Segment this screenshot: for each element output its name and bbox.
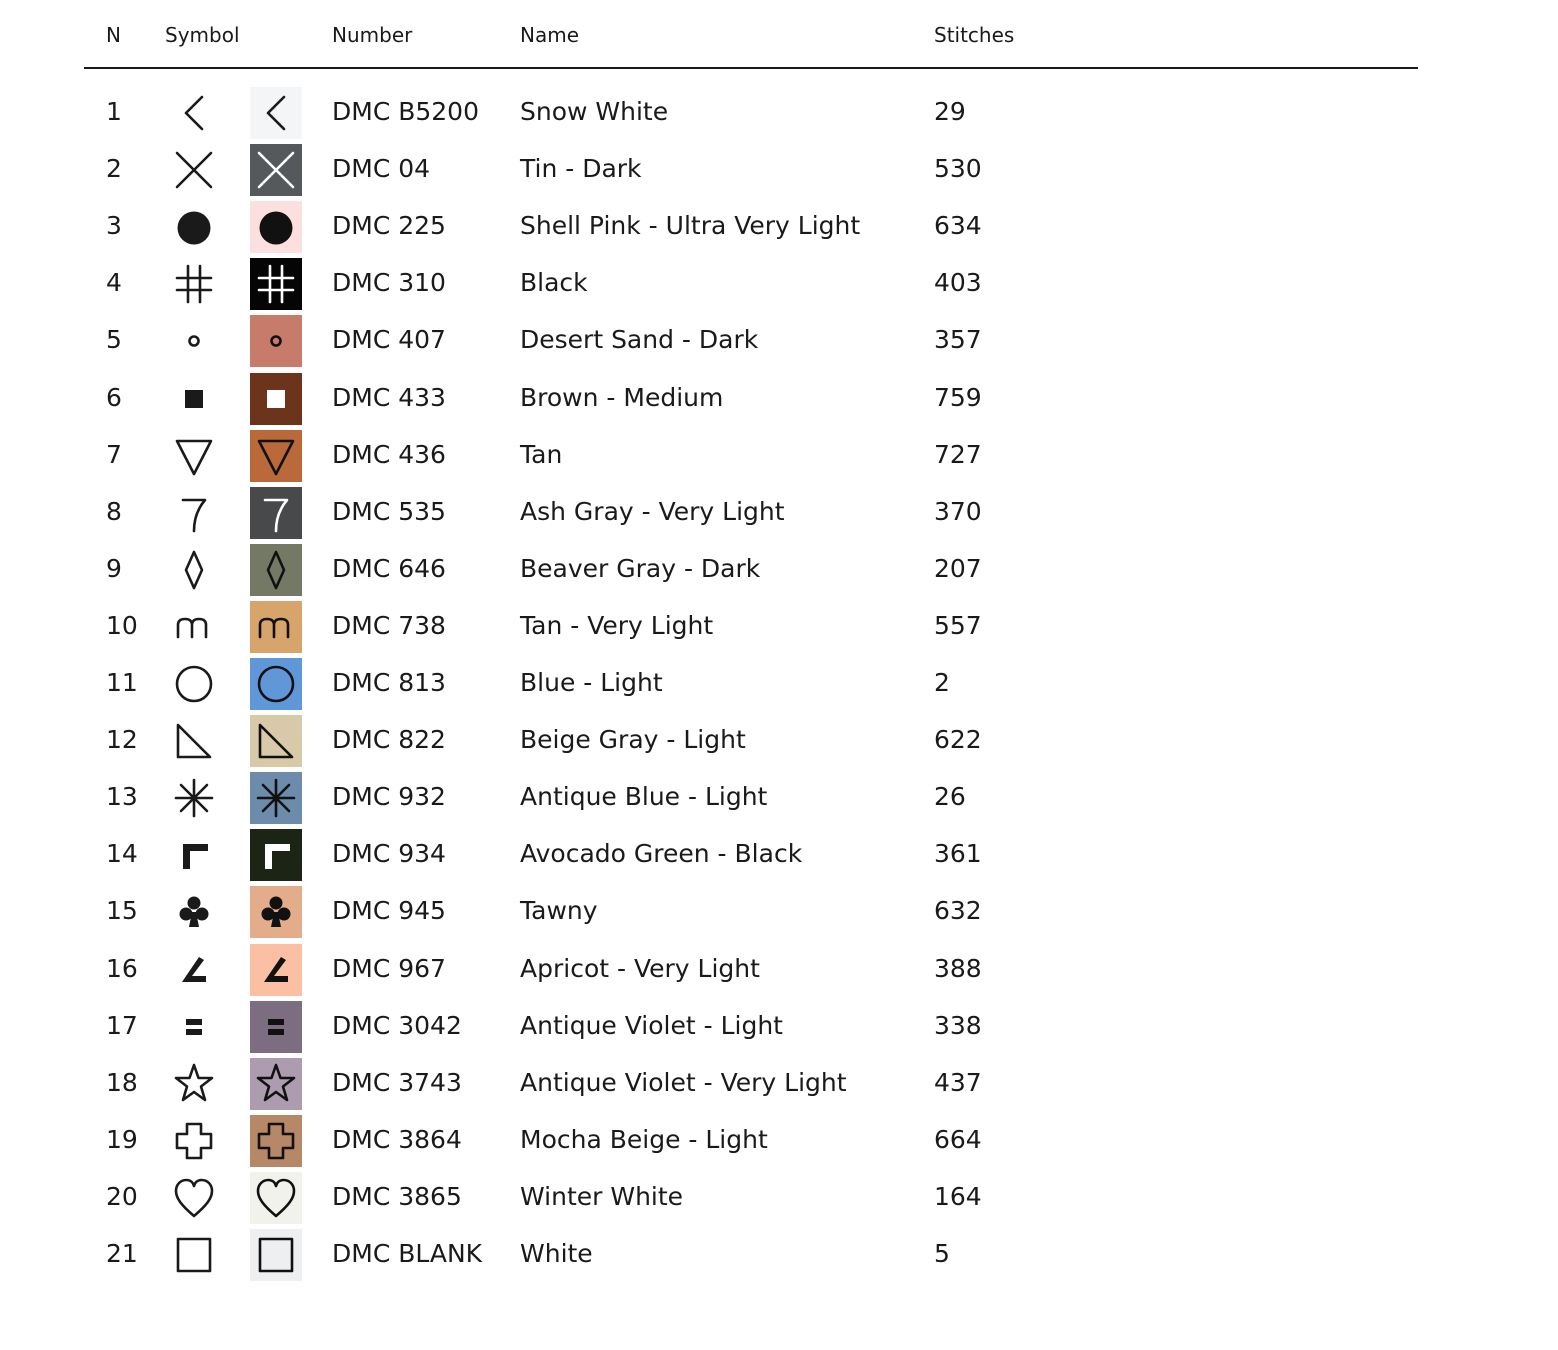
table-row bbox=[84, 484, 1418, 538]
thread-number: DMC 3865 bbox=[332, 1181, 462, 1211]
color-swatch bbox=[250, 544, 302, 596]
row-number: 15 bbox=[106, 896, 138, 926]
thread-name: White bbox=[520, 1239, 593, 1268]
diamond-icon bbox=[168, 544, 220, 596]
row-number: 20 bbox=[106, 1181, 138, 1211]
thread-name: Tawny bbox=[520, 896, 598, 926]
stitch-count: 634 bbox=[934, 211, 982, 241]
row-number: 7 bbox=[106, 439, 122, 469]
color-swatch bbox=[250, 1058, 302, 1110]
thread-number: DMC 3864 bbox=[332, 1124, 462, 1154]
stitch-count: 357 bbox=[934, 325, 982, 355]
row-number: 17 bbox=[106, 1010, 138, 1040]
thread-number: DMC 535 bbox=[332, 496, 446, 526]
stitch-count: 361 bbox=[934, 839, 982, 869]
color-swatch bbox=[250, 715, 302, 767]
thread-number: DMC 822 bbox=[332, 725, 446, 755]
thread-number: DMC 3743 bbox=[332, 1067, 462, 1097]
color-swatch bbox=[250, 1172, 302, 1224]
filled-circle-icon bbox=[168, 201, 220, 253]
thread-number: DMC 934 bbox=[332, 839, 446, 869]
right-triangle-swatch-icon bbox=[250, 715, 302, 767]
thread-name: Snow White bbox=[520, 97, 669, 126]
color-swatch bbox=[250, 201, 302, 253]
thread-name: Beige Gray - Light bbox=[520, 725, 746, 755]
table-row bbox=[84, 941, 1418, 995]
row-number: 16 bbox=[106, 953, 138, 983]
table-row bbox=[84, 1112, 1418, 1166]
table-row bbox=[84, 655, 1418, 709]
thread-number: DMC 433 bbox=[332, 382, 446, 412]
stitch-count: 727 bbox=[934, 439, 982, 469]
stitch-count: 2 bbox=[934, 668, 950, 697]
m-glyph-icon bbox=[168, 601, 220, 653]
plus-outline-swatch-icon bbox=[250, 1115, 302, 1167]
ring-icon bbox=[168, 658, 220, 710]
stitch-count: 164 bbox=[934, 1181, 982, 1211]
thread-name: Brown - Medium bbox=[520, 382, 724, 412]
thread-name: Avocado Green - Black bbox=[520, 839, 803, 869]
asterisk-icon bbox=[168, 772, 220, 824]
row-number: 3 bbox=[106, 211, 122, 241]
color-swatch bbox=[250, 144, 302, 196]
stitch-count: 403 bbox=[934, 268, 982, 298]
table-row bbox=[84, 1226, 1418, 1280]
column-header-n: N bbox=[106, 23, 121, 47]
thread-number: DMC 967 bbox=[332, 953, 446, 983]
thread-name: Tan - Very Light bbox=[520, 610, 714, 640]
corner-swatch-icon bbox=[250, 829, 302, 881]
filled-square-swatch-icon bbox=[250, 373, 302, 425]
table-row bbox=[84, 541, 1418, 595]
row-number: 5 bbox=[106, 325, 122, 355]
row-number: 13 bbox=[106, 782, 138, 812]
row-number: 9 bbox=[106, 553, 122, 583]
thread-number: DMC 646 bbox=[332, 553, 446, 583]
thread-number: DMC 04 bbox=[332, 154, 431, 184]
table-row bbox=[84, 255, 1418, 309]
lt-chevron-icon bbox=[168, 87, 220, 139]
filled-circle-swatch-icon bbox=[250, 201, 302, 253]
x-cross-icon bbox=[168, 144, 220, 196]
color-swatch bbox=[250, 373, 302, 425]
angle-mark-icon bbox=[168, 944, 220, 996]
stitch-count: 664 bbox=[934, 1124, 982, 1154]
square-outline-icon bbox=[168, 1229, 220, 1281]
heart-icon bbox=[168, 1172, 220, 1224]
equals-bar-icon bbox=[168, 1001, 220, 1053]
row-number: 6 bbox=[106, 382, 122, 412]
thread-name: Apricot - Very Light bbox=[520, 953, 760, 983]
angle-mark-swatch-icon bbox=[250, 944, 302, 996]
table-row bbox=[84, 998, 1418, 1052]
diamond-swatch-icon bbox=[250, 544, 302, 596]
color-swatch bbox=[250, 886, 302, 938]
color-swatch bbox=[250, 601, 302, 653]
stitch-count: 207 bbox=[934, 553, 982, 583]
column-header-symbol: Symbol bbox=[165, 23, 240, 47]
m-glyph-swatch-icon bbox=[250, 601, 302, 653]
column-header-stitches: Stitches bbox=[934, 23, 1015, 47]
thread-number: DMC 932 bbox=[332, 782, 446, 812]
color-swatch bbox=[250, 315, 302, 367]
small-ring-swatch-icon bbox=[250, 315, 302, 367]
corner-icon bbox=[168, 829, 220, 881]
thread-name: Winter White bbox=[520, 1181, 684, 1211]
filled-square-icon bbox=[168, 373, 220, 425]
down-triangle-swatch-icon bbox=[250, 430, 302, 482]
stitch-count: 622 bbox=[934, 725, 982, 755]
hash-icon bbox=[168, 258, 220, 310]
table-header bbox=[84, 0, 1418, 69]
column-header-name: Name bbox=[520, 23, 580, 47]
seven-hook-icon bbox=[168, 487, 220, 539]
x-cross-swatch-icon bbox=[250, 144, 302, 196]
stitch-count: 370 bbox=[934, 496, 982, 526]
row-number: 1 bbox=[106, 97, 122, 126]
color-swatch bbox=[250, 944, 302, 996]
thread-name: Blue - Light bbox=[520, 668, 663, 697]
thread-number: DMC 738 bbox=[332, 610, 446, 640]
thread-number: DMC 3042 bbox=[332, 1010, 462, 1040]
color-swatch bbox=[250, 829, 302, 881]
table-row bbox=[84, 198, 1418, 252]
color-swatch bbox=[250, 487, 302, 539]
stitch-count: 5 bbox=[934, 1239, 950, 1268]
table-row bbox=[84, 769, 1418, 823]
thread-name: Shell Pink - Ultra Very Light bbox=[520, 211, 861, 241]
thread-name: Antique Blue - Light bbox=[520, 782, 768, 812]
thread-name: Antique Violet - Very Light bbox=[520, 1067, 847, 1097]
right-triangle-icon bbox=[168, 715, 220, 767]
table-row bbox=[84, 883, 1418, 937]
color-swatch bbox=[250, 772, 302, 824]
color-swatch bbox=[250, 658, 302, 710]
thread-number: DMC B5200 bbox=[332, 97, 479, 126]
row-number: 18 bbox=[106, 1067, 138, 1097]
row-number: 10 bbox=[106, 610, 138, 640]
thread-name: Antique Violet - Light bbox=[520, 1010, 783, 1040]
thread-name: Desert Sand - Dark bbox=[520, 325, 759, 355]
down-triangle-icon bbox=[168, 430, 220, 482]
thread-name: Beaver Gray - Dark bbox=[520, 553, 761, 583]
star-icon bbox=[168, 1058, 220, 1110]
row-number: 12 bbox=[106, 725, 138, 755]
table-row bbox=[84, 312, 1418, 366]
thread-name: Black bbox=[520, 268, 588, 298]
star-swatch-icon bbox=[250, 1058, 302, 1110]
row-number: 8 bbox=[106, 496, 122, 526]
lt-chevron-swatch-icon bbox=[250, 87, 302, 139]
heart-swatch-icon bbox=[250, 1172, 302, 1224]
stitch-count: 338 bbox=[934, 1010, 982, 1040]
thread-name: Ash Gray - Very Light bbox=[520, 496, 785, 526]
column-header-number: Number bbox=[332, 23, 413, 47]
color-swatch bbox=[250, 1115, 302, 1167]
row-number: 14 bbox=[106, 839, 138, 869]
table-row bbox=[84, 1169, 1418, 1223]
equals-bar-swatch-icon bbox=[250, 1001, 302, 1053]
table-row bbox=[84, 141, 1418, 195]
table-row bbox=[84, 712, 1418, 766]
club-swatch-icon bbox=[250, 886, 302, 938]
color-swatch bbox=[250, 258, 302, 310]
table-row bbox=[84, 598, 1418, 652]
color-swatch bbox=[250, 430, 302, 482]
table-row bbox=[84, 84, 1418, 138]
thread-number: DMC 945 bbox=[332, 896, 446, 926]
asterisk-swatch-icon bbox=[250, 772, 302, 824]
stitch-count: 437 bbox=[934, 1067, 982, 1097]
small-ring-icon bbox=[168, 315, 220, 367]
thread-name: Tan bbox=[520, 439, 563, 469]
thread-legend-table bbox=[84, 0, 1418, 1268]
stitch-count: 29 bbox=[934, 97, 966, 126]
stitch-count: 530 bbox=[934, 154, 982, 184]
thread-number: DMC 310 bbox=[332, 268, 446, 298]
row-number: 4 bbox=[106, 268, 122, 298]
row-number: 21 bbox=[106, 1239, 138, 1268]
thread-number: DMC 813 bbox=[332, 668, 446, 697]
plus-outline-icon bbox=[168, 1115, 220, 1167]
color-swatch bbox=[250, 1229, 302, 1281]
seven-hook-swatch-icon bbox=[250, 487, 302, 539]
thread-name: Mocha Beige - Light bbox=[520, 1124, 768, 1154]
stitch-count: 632 bbox=[934, 896, 982, 926]
thread-number: DMC BLANK bbox=[332, 1239, 483, 1268]
table-row bbox=[84, 1055, 1418, 1109]
row-number: 2 bbox=[106, 154, 122, 184]
row-number: 11 bbox=[106, 668, 138, 697]
thread-number: DMC 225 bbox=[332, 211, 446, 241]
hash-swatch-icon bbox=[250, 258, 302, 310]
table-row bbox=[84, 370, 1418, 424]
stitch-count: 388 bbox=[934, 953, 982, 983]
stitch-count: 26 bbox=[934, 782, 966, 812]
stitch-count: 759 bbox=[934, 382, 982, 412]
color-swatch bbox=[250, 87, 302, 139]
color-swatch bbox=[250, 1001, 302, 1053]
thread-name: Tin - Dark bbox=[520, 154, 642, 184]
thread-number: DMC 436 bbox=[332, 439, 446, 469]
stitch-count: 557 bbox=[934, 610, 982, 640]
table-row bbox=[84, 826, 1418, 880]
thread-number: DMC 407 bbox=[332, 325, 446, 355]
table-row bbox=[84, 427, 1418, 481]
club-icon bbox=[168, 886, 220, 938]
ring-swatch-icon bbox=[250, 658, 302, 710]
square-outline-swatch-icon bbox=[250, 1229, 302, 1281]
row-number: 19 bbox=[106, 1124, 138, 1154]
